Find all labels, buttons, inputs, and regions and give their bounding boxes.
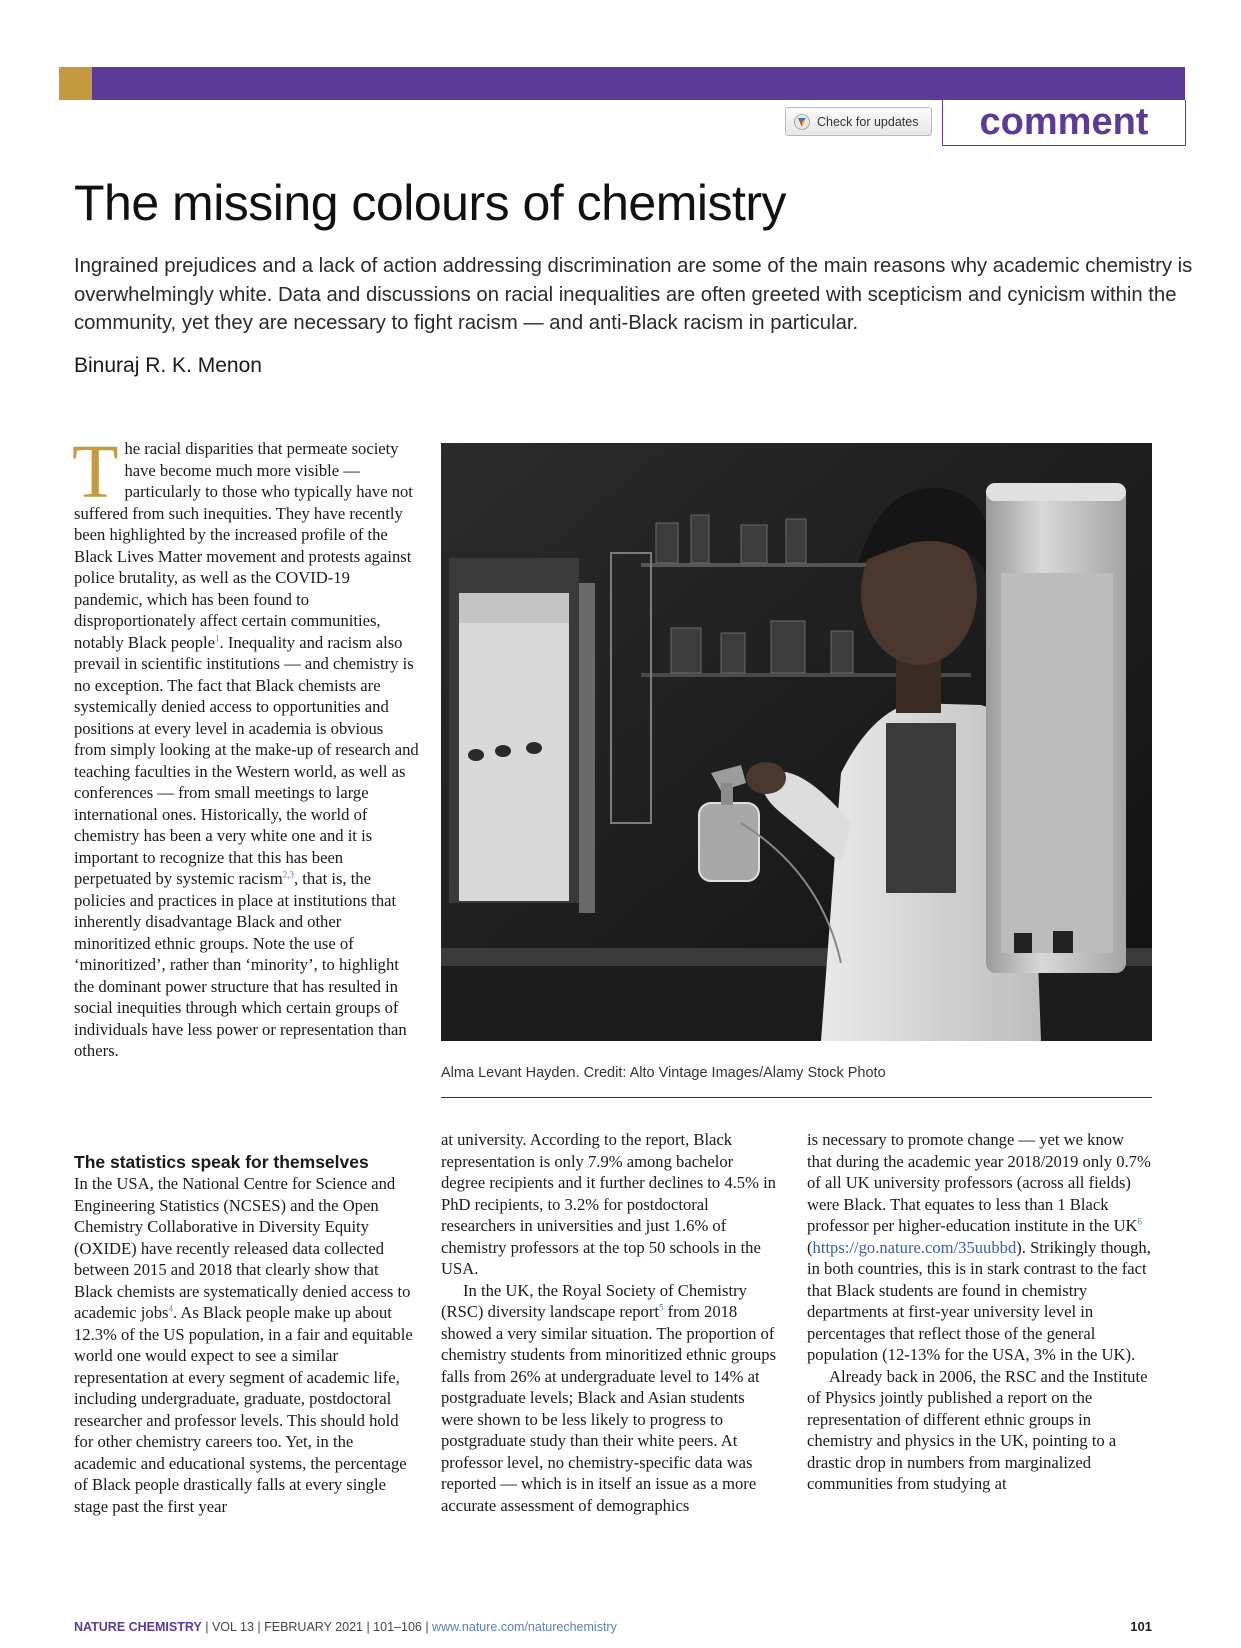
body-paragraph — [441, 1280, 781, 1517]
section-subhead: The statistics speak for themselves — [74, 1152, 369, 1172]
article-author: Binuraj R. K. Menon — [74, 354, 262, 377]
footer-issue: | VOL 13 | FEBRUARY 2021 | 101–106 | — [201, 1620, 433, 1634]
figure-caption: Alma Levant Hayden. Credit: Alto Vintage Images/Alamy Stock Photo — [441, 1065, 886, 1081]
page-footer — [74, 1620, 617, 1634]
section-label: comment — [942, 100, 1186, 146]
body-text: from 2018 showed a very similar situation. The proportion of chemistry students from minoritized ethnic groups falls from 26% at undergraduate level to 14% at postgraduate levels; Black and Asian students were shown to be less likely to progress to postgraduate study than their white peers. At professor level, no chemistry-specific data was reported — which is in itself an issue as a more accurate assessment of demographics — [441, 1302, 777, 1515]
body-text: In the USA, the National Centre for Science and Engineering Statistics (NCSES) and the Open Chemistry Collaborative in Diversity Equity (OXIDE) have recently released data collected between 2015 and 2018 that clearly show that Black chemists are systematically denied access to academic jobs — [74, 1174, 411, 1322]
body-text: . As Black people make up about 12.3% of the US population, in a fair and equitable world one would expect to see a similar representation at every segment of academic life, including undergraduate, graduate, postdoctoral researcher and professor levels. This should hold for other chemistry careers too. Yet, in the academic and educational systems, the percentage of Black people drastically falls at every single stage past the first year — [74, 1303, 413, 1516]
reference-2-3[interactable]: 2,3 — [282, 869, 294, 880]
drop-cap: T — [72, 430, 119, 514]
reference-4[interactable]: 4 — [168, 1303, 173, 1314]
reference-6[interactable]: 6 — [1137, 1216, 1143, 1227]
check-for-updates-button[interactable] — [785, 107, 932, 136]
body-text: . Inequality and racism also prevail in scientific institutions — and chemistry is no exception. The fact that Black chemists are systemically denied access to opportunities and positions at every level in academia is obvious from simply looking at the make-up of research and teaching faculties in the Western world, as well as conferences — from small meetings to large international ones. Historically, the world of chemistry has been a very white one and it is important to recognize that this has been perpetuated by systemic racism — [74, 632, 419, 888]
body-paragraph: Already back in 2006, the RSC and the Institute of Physics jointly published a report on the representation of different ethnic groups in chemistry and physics in the UK, pointing to a drastic drop in numbers from marginalized communities from studying at — [807, 1366, 1148, 1493]
body-column-3 — [807, 1129, 1152, 1495]
report-link[interactable]: https://go.nature.com/35uubbd — [812, 1237, 1017, 1257]
article-photo — [441, 443, 1152, 1041]
body-text: ). Strikingly though, in both countries, this is in stark contrast to the fact that Black students are found in chemistry departments at first-year university level in percentages that reflect those of the general population (12-13% for the USA, 3% in the UK). — [807, 1237, 1151, 1364]
body-text: , that is, the policies and practices in place at institutions that inherently disadvantage Black and other minoritized ethnic groups. Note the use of ‘minoritized’, rather than ‘minority’, to highlight the dominant power structure that has resulted in social inequities through which certain groups of individuals have less power or representation than others. — [74, 869, 407, 1060]
check-updates-icon — [794, 114, 810, 130]
article-title: The missing colours of chemistry — [74, 175, 787, 231]
header-purple-band — [92, 67, 1185, 100]
body-text: is necessary to promote change — yet we know that during the academic year 2018/2019 only 0.7% of all UK university professors (across all fields) were Black. That equates to less than 1 Black professor per higher-education institute in the UK — [807, 1130, 1151, 1235]
photo-illustration — [441, 443, 1152, 1041]
body-column-2 — [441, 1129, 781, 1516]
body-column-1-lower — [74, 1151, 419, 1517]
body-text: he racial disparities that permeate society have become much more visible — particularly to those who typically have not suffered from such inequities. They have recently been highlighted by the increased profile of the Black Lives Matter movement and protests against police brutality, as well as the COVID-19 pandemic, which has been found to disproportionately affect certain communities, notably Black people — [74, 439, 413, 652]
footer-url[interactable]: www.nature.com/naturechemistry — [432, 1620, 617, 1634]
footer-journal: NATURE CHEMISTRY — [74, 1620, 202, 1634]
body-text: In the UK, the Royal Society of Chemistry (RSC) diversity landscape report — [441, 1280, 747, 1321]
body-text: ( — [807, 1237, 813, 1257]
body-column-1 — [72, 430, 419, 1062]
header-gold-block — [59, 67, 92, 100]
article-standfirst: Ingrained prejudices and a lack of action addressing discrimination are some of the main reasons why academic chemistry is overwhelmingly white. Data and discussions on racial inequalities are often greeted with scepticism and cynicism within the community, yet they are necessary to fight racism — and anti-Black racism in particular. — [74, 255, 1193, 334]
body-paragraph — [72, 430, 419, 1062]
body-paragraph: at university. According to the report, Black representation is only 7.9% among bachelor degree recipients and it further declines to 4.5% in PhD recipients, to 3.2% for postdoctoral researchers in universities and just 1.6% of chemistry professors at the top 50 schools in the USA. — [441, 1130, 776, 1278]
body-paragraph — [807, 1129, 1152, 1366]
body-paragraph — [74, 1173, 419, 1517]
caption-divider — [441, 1097, 1152, 1098]
reference-1[interactable]: 1 — [215, 632, 220, 643]
check-updates-label: Check for updates — [817, 114, 919, 129]
reference-5[interactable]: 5 — [658, 1302, 664, 1313]
page-number: 101 — [1130, 1619, 1152, 1634]
